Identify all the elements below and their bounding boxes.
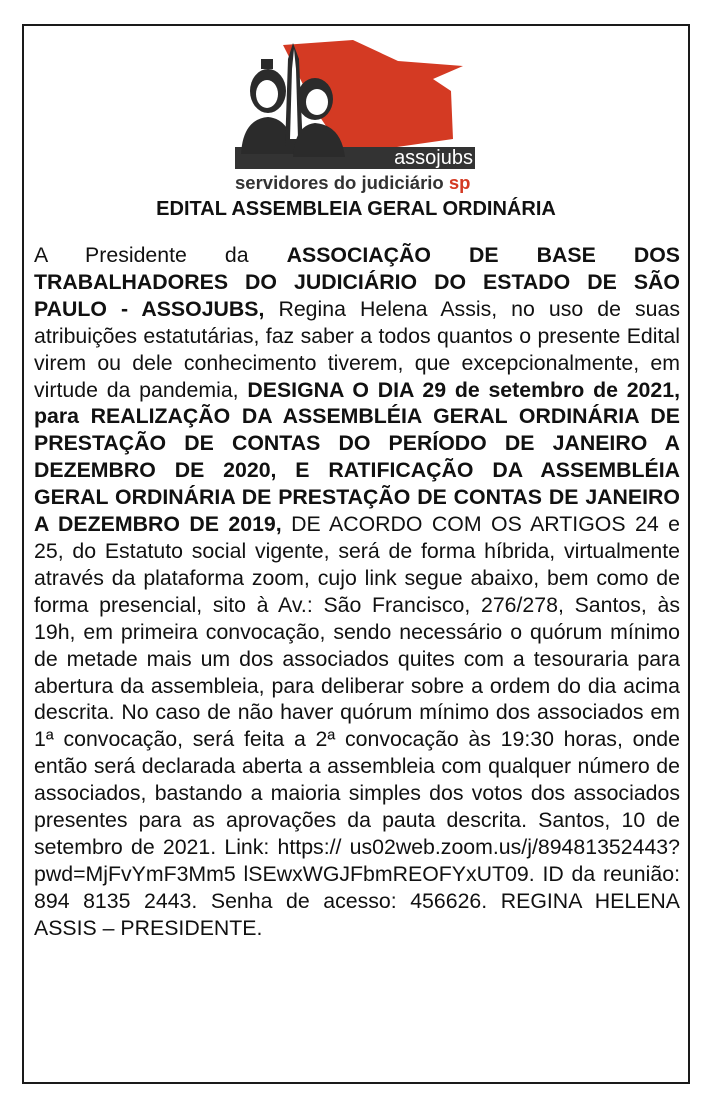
organization-name: ASSOCIAÇÃO DE BASE DOS TRABALHADORES DO JUDICIÁRIO DO ESTADO DE SÃO PAULO - ASSOJUBS,	[34, 243, 680, 321]
svg-text:servidores do judiciário	[235, 172, 470, 193]
logo-tagline: servidores do judiciário	[235, 172, 444, 193]
logo-tagline-accent: sp	[448, 172, 471, 193]
designation-clause: DESIGNA O DIA 29 de setembro de 2021, para REALIZAÇÃO DA ASSEMBLÉIA GERAL ORDINÁRIA DE PRESTAÇÃO DE CONTAS DO PERÍODO DE JANEIRO A DEZEMBRO DE 2020, E RATIFICAÇÃO DA ASSEMBLÉIA GERAL ORDINÁRIA DE PRESTAÇÃO DE CONTAS DE JANEIRO A DEZEMBRO DE 2019,	[34, 377, 680, 537]
body-part-3: DE ACORDO COM OS ARTIGOS 24 e 25, do Estatuto social vigente, será de forma híbrida, virtualmente através da plataforma zoom, cujo link segue abaixo, bem como de forma presencial, sito à Av.: São Francisco, 276/278, Santos, às 19h, em primeira convocação, sendo necessário o quórum mínimo de metade mais um dos associados quites com a tesouraria para abertura da assembleia, para deliberar sobre a ordem do dia acima descrita. No caso de não haver quórum mínimo dos associados em 1ª convocação, será feita a 2ª convocação às 19:30 horas, onde então será declarada aberta a assembleia com qualquer número de associados, bastando a maioria simples dos votos dos associados presentes para as aprovações da pauta descrita. Santos, 10 de setembro de 2021. Link: https:// us02web.zoom.us/j/89481352443?pwd=MjFvYmF3Mm5 lSEwxWGJFbmREOFYxUT09. ID da reunião: 894 8135 2443. Senha de acesso: 456626. REGINA HELENA ASSIS – PRESIDENTE.	[34, 512, 680, 940]
body-intro: A Presidente da	[34, 243, 287, 267]
notice-body	[34, 242, 680, 942]
notice-title: EDITAL ASSEMBLEIA GERAL ORDINÁRIA	[156, 198, 556, 220]
body-part-2: Regina Helena Assis, no uso de suas atribuições estatutárias, faz saber a todos quantos o presente Edital virem ou dele conhecimento tiverem, que excepcionalmente, em virtude da pandemia,	[34, 296, 680, 402]
logo-brand-text: assojubs	[394, 147, 473, 169]
logo-graphic	[233, 39, 483, 194]
assojubs-logo	[233, 39, 483, 194]
